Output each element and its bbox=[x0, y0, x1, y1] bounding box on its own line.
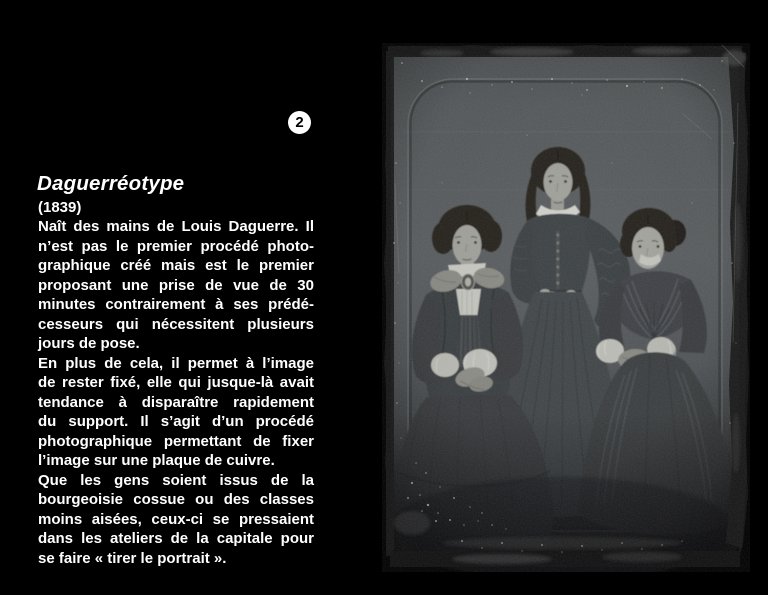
text-line: Naît des mains de Louis Daguerre. Il bbox=[38, 218, 314, 235]
daguerreotype-photo bbox=[382, 43, 750, 572]
daguerreotype-photo-art bbox=[382, 43, 750, 572]
text-line: cesseurs qui nécessitent plusieurs bbox=[38, 315, 314, 333]
text-line: minutes contrairement à ses prédé- bbox=[38, 296, 314, 313]
text-line: proposant une prise de vue de 30 bbox=[38, 276, 314, 294]
text-line: l’image sur une plaque de cuivre. bbox=[38, 452, 275, 469]
text-line: En plus de cela, il permet à l’image bbox=[38, 354, 314, 372]
text-line: tendance à disparaître rapidement bbox=[38, 393, 314, 411]
text-line: jours de pose. bbox=[38, 335, 140, 352]
text-line: Que les gens soient issus de la bbox=[38, 471, 314, 489]
text-line: moins aisées, ceux-ci se pressaient bbox=[38, 510, 314, 528]
title-year: (1839) bbox=[38, 199, 82, 216]
text-line: dans les ateliers de la capitale pour bbox=[38, 530, 314, 547]
text-line: du support. Il s’agit d’un procédé bbox=[38, 413, 314, 430]
text-line: se faire « tirer le portrait ». bbox=[38, 549, 227, 567]
text-line: graphique créé mais est le premier bbox=[38, 257, 314, 274]
text-line: n’est pas le premier procédé photo- bbox=[38, 237, 314, 255]
text-line: photographique permettant de fixer bbox=[38, 432, 314, 450]
text-line: bourgeoisie cossue ou des classes bbox=[38, 491, 314, 508]
page-title: Daguerréotype bbox=[37, 172, 185, 195]
slide-number-badge: 2 bbox=[288, 111, 311, 134]
article-body bbox=[38, 217, 314, 568]
text-line: de rester fixé, elle qui jusque-là avait bbox=[38, 374, 314, 391]
